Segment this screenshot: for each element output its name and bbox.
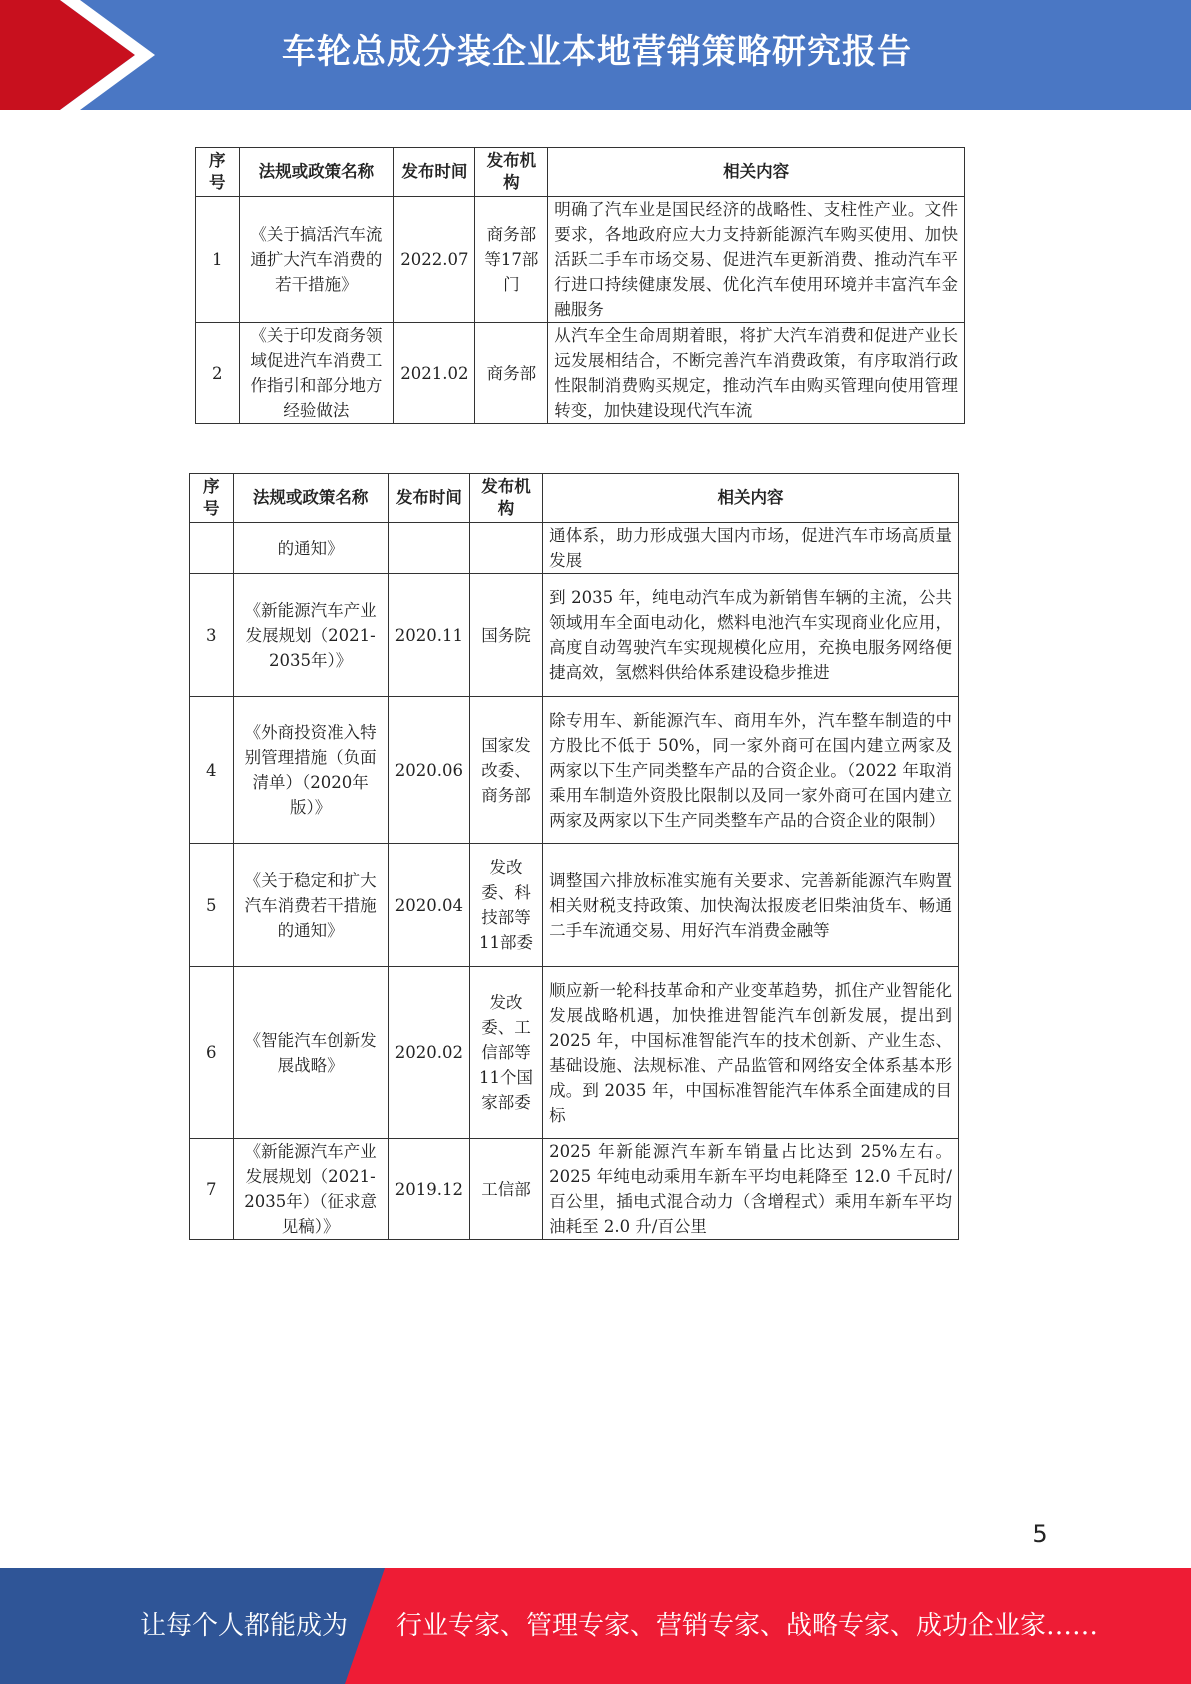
table-header-row: [196, 148, 965, 197]
header-org: 发布机构: [475, 148, 548, 197]
table-row: [190, 523, 959, 574]
row-time: 2020.06: [388, 697, 469, 844]
row-time: 2022.07: [394, 197, 475, 323]
row-name: 《新能源汽车产业发展规划（2021-2035年）（征求意见稿）》: [233, 1139, 388, 1240]
row-org: 国务院: [470, 574, 543, 697]
table-row: [190, 844, 959, 967]
row-name: 《新能源汽车产业发展规划（2021-2035年）》: [233, 574, 388, 697]
row-org: 发改委、工信部等11个国家部委: [470, 967, 543, 1139]
row-content: 调整国六排放标准实施有关要求、完善新能源汽车购置相关财税支持政策、加快淘汰报废老旧柴油货车、畅通二手车流通交易、用好汽车消费金融等: [543, 844, 959, 967]
row-no: 3: [190, 574, 234, 697]
row-time: 2020.11: [388, 574, 469, 697]
table-row: [196, 197, 965, 323]
row-no: 7: [190, 1139, 234, 1240]
row-org: 商务部等17部门: [475, 197, 548, 323]
row-content: 通体系，助力形成强大国内市场，促进汽车市场高质量发展: [543, 523, 959, 574]
row-name: 《关于印发商务领域促进汽车消费工作指引和部分地方经验做法: [239, 323, 394, 424]
table-row: [190, 697, 959, 844]
row-content: 明确了汽车业是国民经济的战略性、支柱性产业。文件要求，各地政府应大力支持新能源汽车购买使用、加快活跃二手车市场交易、促进汽车更新消费、推动汽车平行进口持续健康发展、优化汽车使用环境并丰富汽车金融服务: [548, 197, 965, 323]
table-row: [190, 967, 959, 1139]
row-name: 《智能汽车创新发展战略》: [233, 967, 388, 1139]
header-content: 相关内容: [543, 474, 959, 523]
header-name: 法规或政策名称: [233, 474, 388, 523]
row-time: 2020.04: [388, 844, 469, 967]
header-arrow-decoration: [0, 0, 200, 110]
row-org: 国家发改委、商务部: [470, 697, 543, 844]
row-time: 2019.12: [388, 1139, 469, 1240]
row-time: 2021.02: [394, 323, 475, 424]
row-content: 2025 年新能源汽车新车销量占比达到 25%左右。2025 年纯电动乘用车新车平均电耗降至 12.0 千瓦时/百公里，插电式混合动力（含增程式）乘用车新车平均油耗至 2.0 升/百公里: [543, 1139, 959, 1240]
row-name: 的通知》: [233, 523, 388, 574]
header-name: 法规或政策名称: [239, 148, 394, 197]
row-content: 顺应新一轮科技革命和产业变革趋势，抓住产业智能化发展战略机遇，加快推进智能汽车创新发展，提出到 2025 年，中国标准智能汽车的技术创新、产业生态、基础设施、法规标准、产品监管和网络安全体系基本形成。到 2035 年，中国标准智能汽车体系全面建成的目标: [543, 967, 959, 1139]
row-no: 4: [190, 697, 234, 844]
row-no: 1: [196, 197, 240, 323]
header-time: 发布时间: [394, 148, 475, 197]
report-title: 车轮总成分装企业本地营销策略研究报告: [282, 32, 912, 72]
header-org: 发布机构: [470, 474, 543, 523]
row-time: [388, 523, 469, 574]
row-no: 5: [190, 844, 234, 967]
table-row: [190, 1139, 959, 1240]
header-no: 序号: [190, 474, 234, 523]
footer-slogan-left: 让每个人都能成为: [140, 1611, 349, 1641]
header-time: 发布时间: [388, 474, 469, 523]
table-row: [196, 323, 965, 424]
row-org: 商务部: [475, 323, 548, 424]
row-name: 《关于搞活汽车流通扩大汽车消费的若干措施》: [239, 197, 394, 323]
row-no: [190, 523, 234, 574]
page-header: [0, 0, 1191, 110]
row-name: 《外商投资准入特别管理措施（负面清单）（2020年版）》: [233, 697, 388, 844]
row-content: 从汽车全生命周期着眼，将扩大汽车消费和促进产业长远发展相结合，不断完善汽车消费政策，有序取消行政性限制消费购买规定，推动汽车由购买管理向使用管理转变，加快建设现代汽车流: [548, 323, 965, 424]
policy-table-2: [189, 473, 959, 1240]
row-org: 工信部: [470, 1139, 543, 1240]
table-header-row: [190, 474, 959, 523]
header-content: 相关内容: [548, 148, 965, 197]
row-name: 《关于稳定和扩大汽车消费若干措施的通知》: [233, 844, 388, 967]
policy-table-1: [195, 147, 965, 424]
row-no: 6: [190, 967, 234, 1139]
page-number: 5: [1032, 1520, 1048, 1548]
row-content: 到 2035 年，纯电动汽车成为新销售车辆的主流，公共领域用车全面电动化，燃料电池汽车实现商业化应用，高度自动驾驶汽车实现规模化应用，充换电服务网络便捷高效，氢燃料供给体系建设稳步推进: [543, 574, 959, 697]
row-org: 发改委、科技部等11部委: [470, 844, 543, 967]
row-content: 除专用车、新能源汽车、商用车外，汽车整车制造的中方股比不低于 50%，同一家外商可在国内建立两家及两家以下生产同类整车产品的合资企业。（2022 年取消乘用车制造外资股比限制以及同一家外商可在国内建立两家及两家以下生产同类整车产品的合资企业的限制）: [543, 697, 959, 844]
row-org: [470, 523, 543, 574]
footer-slogan-right: 行业专家、管理专家、营销专家、战略专家、成功企业家……: [396, 1611, 1099, 1641]
row-no: 2: [196, 323, 240, 424]
page-footer: [0, 1568, 1191, 1684]
row-time: 2020.02: [388, 967, 469, 1139]
table-row: [190, 574, 959, 697]
header-no: 序号: [196, 148, 240, 197]
